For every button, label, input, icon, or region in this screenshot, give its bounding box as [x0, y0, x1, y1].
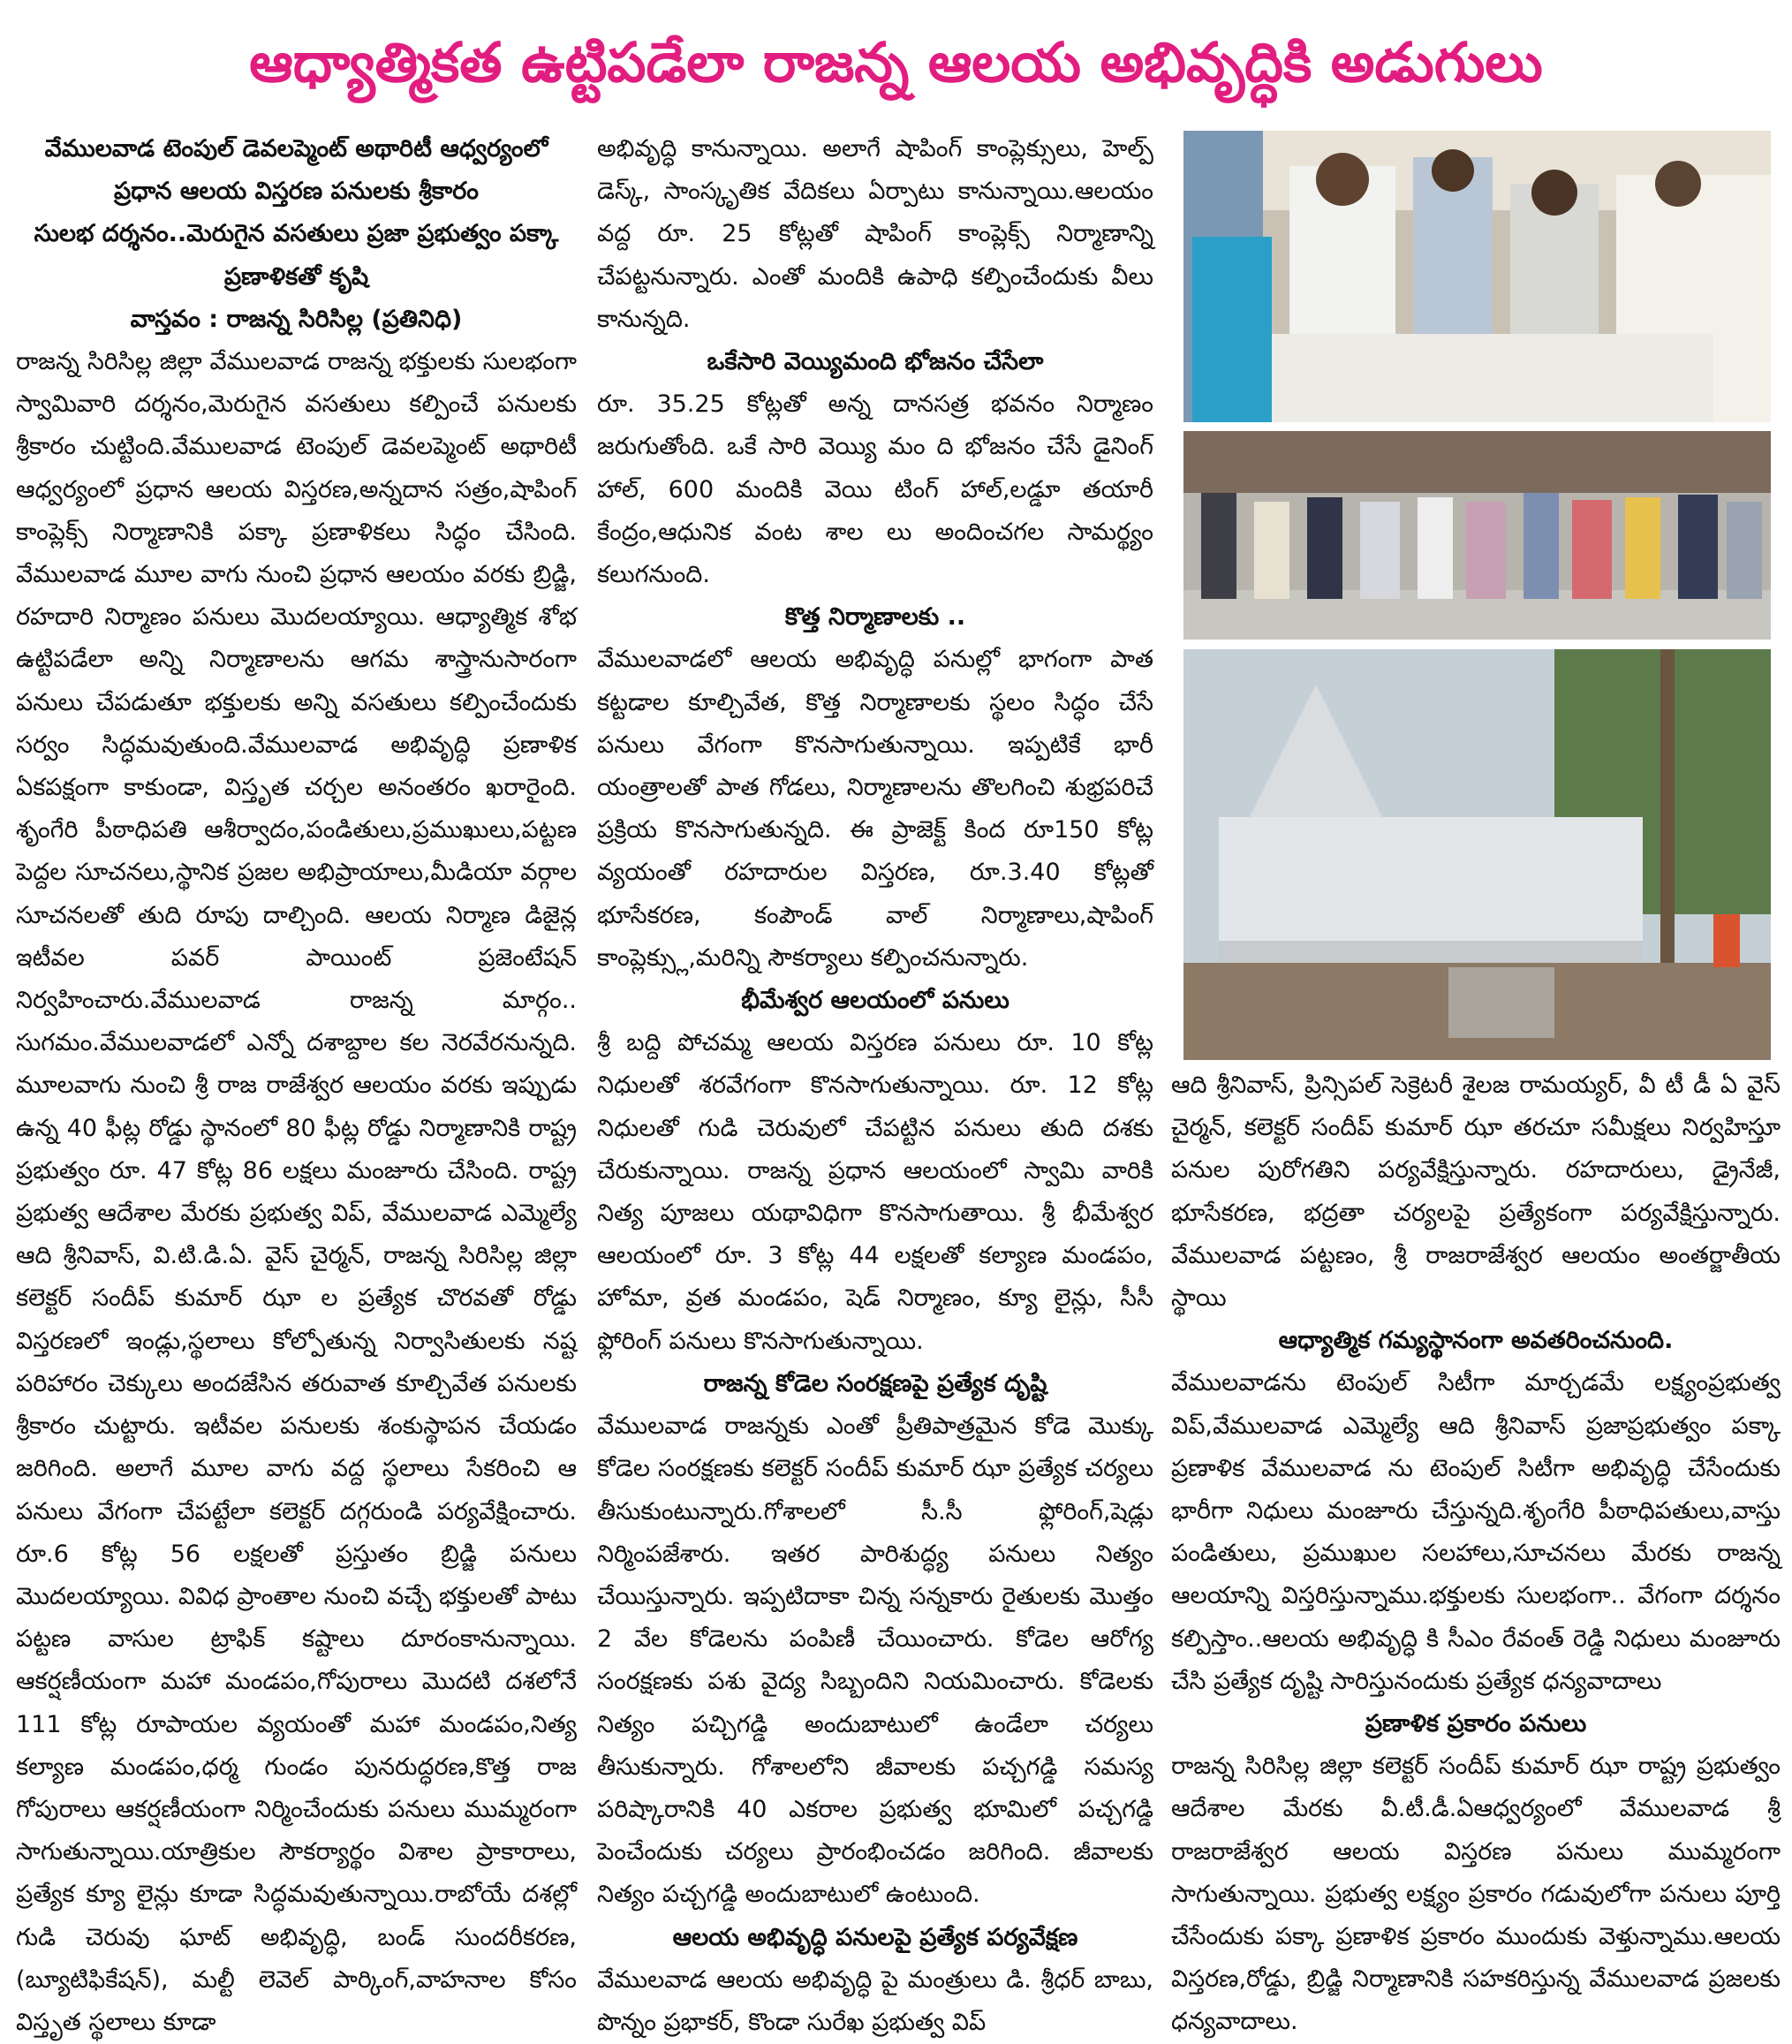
column-2	[597, 128, 1153, 2036]
body-paragraph: వేములవాడలో ఆలయ అభివృద్ధి పనుల్లో భాగంగా పాత కట్టడాల కూల్చివేత, కొత్త నిర్మాణాలకు స్థలం సిద్ధం చేసే పనులు వేగంగా కొనసాగుతున్నాయి. ఇప్పటికే భారీ యంత్రాలతో పాత గోడలు, నిర్మాణాలను తొలగించి శుభ్రపరిచే ప్రక్రియ కొనసాగుతున్నది. ఈ ప్రాజెక్ట్ కింద రూ150 కోట్ల వ్యయంతో రహదారుల విస్తరణ, రూ.3.40 కోట్లతో భూసేకరణ, కంపౌండ్ వాల్ నిర్మాణాలు,షాపింగ్ కాంప్లెక్స్లు,మరిన్ని సౌకర్యాలు కల్పించనున్నారు.	[597, 646, 1153, 972]
deck-line: సులభ దర్శనం..మెరుగైన వసతులు ప్రజా ప్రభుత్వం పక్కా	[34, 220, 559, 248]
subheading: ప్రణాళిక ప్రకారం పనులు	[1365, 1710, 1587, 1738]
deck-line: వేములవాడ టెంపుల్ డెవలప్మెంట్ అథారిటీ ఆధ్వర్యంలో	[44, 135, 548, 163]
body-paragraph: వేములవాడను టెంపుల్ సిటీగా మార్చడమే లక్ష్యంప్రభుత్వ విప్,వేములవాడ ఎమ్మెల్యే ఆది శ్రీనివాస్ ప్రజాప్రభుత్వం పక్కా ప్రణాళిక వేములవాడ ను టెంపుల్ సిటీగా అభివృద్ధి చేసేందుకు భారీగా నిధులు మంజూరు చేస్తున్నది.శృంగేరి పీఠాధిపతులు,వాస్తు పండితులు, ప్రముఖుల సలహాలు,సూచనలు మేరకు రాజన్న ఆలయాన్ని విస్తరిస్తున్నాము.భక్తులకు సులభంగా.. వేగంగా దర్శనం కల్పిస్తాం..ఆలయ అభివృద్ధి కి సీఎం రేవంత్ రెడ్డి నిధులు మంజూరు చేసి ప్రత్యేక దృష్టి సారిస్తునందుకు ప్రత్యేక ధన్యవాదాలు	[1171, 1369, 1781, 1695]
body-paragraph: వేములవాడ రాజన్నకు ఎంతో ప్రీతిపాత్రమైన కోడె మొక్కు కోడెల సంరక్షణకు కలెక్టర్ సందీప్ కుమార్ ఝా ప్రత్యేక చర్యలు తీసుకుంటున్నారు.గోశాలలో సీ.సీ ఫ్లోరింగ్,షెడ్లు నిర్మింపజేశారు. ఇతర పారిశుద్ధ్య పనులు నిత్యం చేయిస్తున్నారు. ఇప్పటిదాకా చిన్న సన్నకారు రైతులకు మొత్తం 2 వేల కోడెలను పంపిణీ చేయించారు. కోడెల ఆరోగ్య సంరక్షణకు పశు వైద్య సిబ్బందిని నియమించారు. కోడెలకు నిత్యం పచ్చిగడ్డి అందుబాటులో ఉండేలా చర్యలు తీసుకున్నారు. గోశాలలోని జీవాలకు పచ్చగడ్డి సమస్య పరిష్కారానికి 40 ఎకరాల ప్రభుత్వ భూమిలో పచ్చగడ్డి పెంచేందుకు చర్యలు ప్రారంభించడం జరిగింది. జీవాలకు నిత్యం పచ్చగడ్డి అందుబాటులో ఉంటుంది.	[597, 1412, 1153, 1909]
subheading: కొత్త నిర్మాణాలకు ..	[784, 603, 966, 632]
body-paragraph: శ్రీ బద్ది పోచమ్మ ఆలయ విస్తరణ పనులు రూ. 10 కోట్ల నిధులతో శరవేగంగా కొనసాగుతున్నాయి. రూ. 12 కోట్ల నిధులతో గుడి చెరువులో చేపట్టిన పనులు తుది దశకు చేరుకున్నాయి. రాజన్న ప్రధాన ఆలయంలో స్వామి వారికి నిత్య పూజలు యథావిధిగా కొనసాగుతాయి. శ్రీ భీమేశ్వర ఆలయంలో రూ. 3 కోట్ల 44 లక్షలతో కల్యాణ మండపం, హోమా, వ్రత మండపం, షెడ్ నిర్మాణం, క్యూ లైన్లు, సీసీ ఫ్లోరింగ్ పనులు కొనసాగుతున్నాయి.	[597, 1029, 1153, 1355]
deck-line: ప్రధాన ఆలయ విస్తరణ పనులకు శ్రీకారం	[114, 178, 479, 206]
body-paragraph: రాజన్న సిరిసిల్ల జిల్లా వేములవాడ రాజన్న భక్తులకు సులభంగా స్వామివారి దర్శనం,మెరుగైన వసతులు కల్పించే పనులకు శ్రీకారం చుట్టింది.వేములవాడ టెంపుల్ డెవలప్మెంట్ అథారిటీ ఆధ్వర్యంలో ప్రధాన ఆలయ విస్తరణ,అన్నదాన సత్రం,షాపింగ్ కాంప్లెక్స్ నిర్మాణానికి పక్కా ప్రణాళికలు సిద్ధం చేసింది. వేములవాడ మూల వాగు నుంచి ప్రధాన ఆలయం వరకు బ్రిడ్జి, రహదారి నిర్మాణం పనులు మొదలయ్యాయి. ఆధ్యాత్మిక శోభ ఉట్టిపడేలా అన్ని నిర్మాణాలను ఆగమ శాస్త్రానుసారంగా పనులు చేపడుతూ భక్తులకు అన్ని వసతులు కల్పించేందుకు సర్వం సిద్ధమవుతుంది.వేములవాడ అభివృద్ధి ప్రణాళిక ఏకపక్షంగా కాకుండా, విస్తృత చర్చల అనంతరం ఖరారైంది. శృంగేరి పీఠాధిపతి ఆశీర్వాదం,పండితులు,ప్రముఖులు,పట్టణ పెద్దల సూచనలు,స్థానిక ప్రజల అభిప్రాయాలు,మీడియా వర్గాల సూచనలతో తుది రూపు దాల్చింది. ఆలయ నిర్మాణ డిజైన్ల ఇటీవల పవర్ పాయింట్ ప్రజెంటేషన్ నిర్వహించారు.వేములవాడ రాజన్న మార్గం.. సుగమం.వేములవాడలో ఎన్నో దశాబ్దాల కల నెరవేరనున్నది. మూలవాగు నుంచి శ్రీ రాజ రాజేశ్వర ఆలయం వరకు ఇప్పుడు ఉన్న 40 ఫీట్ల రోడ్డు స్థానంలో 80 ఫీట్ల రోడ్డు నిర్మాణానికి రాష్ట్ర ప్రభుత్వం రూ. 47 కోట్ల 86 లక్షలు మంజూరు చేసింది. రాష్ట్ర ప్రభుత్వ ఆదేశాల మేరకు ప్రభుత్వ విప్, వేములవాడ ఎమ్మెల్యే ఆది శ్రీనివాస్, వి.టి.డి.ఏ. వైస్ చైర్మన్, రాజన్న సిరిసిల్ల జిల్లా కలెక్టర్ సందీప్ కుమార్ ఝా ల ప్రత్యేక చొరవతో రోడ్డు విస్తరణలో ఇండ్లు,స్థలాలు కోల్పోతున్న నిర్వాసితులకు నష్ట పరిహారం చెక్కులు అందజేసిన తరువాత కూల్చివేత పనులకు శ్రీకారం చుట్టారు. ఇటీవల పనులకు శంకుస్థాపన చేయడం జరిగింది. అలాగే మూల వాగు వద్ద స్థలాలు సేకరించి ఆ పనులు వేగంగా చేపట్టేలా కలెక్టర్ దగ్గరుండి పర్యవేక్షించారు. రూ.6 కోట్ల 56 లక్షలతో ప్రస్తుతం బ్రిడ్జి పనులు మొదలయ్యాయి. వివిధ ప్రాంతాల నుంచి వచ్చే భక్తులతో పాటు పట్టణ వాసుల ట్రాఫిక్ కష్టాలు దూరంకానున్నాయి. ఆకర్షణీయంగా మహా మండపం,గోపురాలు మొదటి దశలోనే 111 కోట్ల రూపాయల వ్యయంతో మహా మండపం,నిత్య కల్యాణ మండపం,ధర్మ గుండం పునరుద్ధరణ,కొత్త రాజ గోపురాలు ఆకర్షణీయంగా నిర్మించేందుకు పనులు ముమ్మరంగా సాగుతున్నాయి.యాత్రికుల సౌకర్యార్థం విశాల ప్రాకారాలు, ప్రత్యేక క్యూ లైన్లు కూడా సిద్ధమవుతున్నాయి.రాబోయే దశల్లో గుడి చెరువు ఘాట్ అభివృద్ధి, బండ్ సుందరీకరణ, (బ్యూటిఫికేషన్), మల్టీ లెవెల్ పార్కింగ్,వాహనాల కోసం విస్తృత స్థలాలు కూడా	[16, 348, 577, 2036]
photo-crowd-at-temple-site	[1183, 431, 1771, 640]
body-paragraph: వేములవాడ ఆలయ అభివృద్ధి పై మంత్రులు డి. శ్రీధర్ బాబు, పొన్నం ప్రభాకర్, కొండా సురేఖ ప్రభుత్వ విప్	[597, 1965, 1153, 2036]
body-paragraph: ఆది శ్రీనివాస్, ప్రిన్సిపల్ సెక్రెటరీ శైలజ రామయ్యర్, వీ టీ డీ ఏ వైస్ చైర్మన్, కలెక్టర్ సందీప్ కుమార్ ఝా తరచూ సమీక్షలు నిర్వహిస్తూ పనుల పురోగతిని పర్యవేక్షిస్తున్నారు. రహదారులు, డ్రైనేజీ, భూసేకరణ, భద్రతా చర్యలపై ప్రత్యేకంగా పర్యవేక్షిస్తున్నారు. వేములవాడ పట్టణం, శ్రీ రాజరాజేశ్వర ఆలయం అంతర్జాతీయ స్థాయి	[1171, 1071, 1781, 1313]
body-paragraph: అభివృద్ధి కానున్నాయి. అలాగే షాపింగ్ కాంప్లెక్సులు, హెల్ప్ డెస్క్, సాంస్కృతిక వేదికలు ఏర్పాటు కానున్నాయి.ఆలయం వద్ద రూ. 25 కోట్లతో షాపింగ్ కాంప్లెక్స్ నిర్మాణాన్ని చేపట్టనున్నారు. ఎంతో మందికి ఉపాధి కల్పించేందుకు వీలు కానున్నది.	[597, 135, 1153, 333]
subheading: భీమేశ్వర ఆలయంలో పనులు	[741, 987, 1009, 1015]
column-3	[1171, 1064, 1781, 2036]
photo-officials-reviewing-plans	[1183, 131, 1771, 422]
subheading: ఒకేసారి వెయ్యిమంది భోజనం చేసేలా	[707, 348, 1044, 376]
deck-line: ప్రణాళికతో కృషి	[223, 262, 369, 291]
subheading: ఆలయ అభివృద్ధి పనులపై ప్రత్యేక పర్యవేక్షణ	[672, 1923, 1078, 1951]
body-paragraph: రూ. 35.25 కోట్లతో అన్న దానసత్ర భవనం నిర్మాణం జరుగుతోంది. ఒకే సారి వెయ్యి మం ది భోజనం చేసే డైనింగ్ హాల్, 600 మందికి వెయి టింగ్ హాల్,లడ్డూ తయారీ కేంద్రం,ఆధునిక వంట శాల లు అందించగల సామర్థ్యం కలుగనుంది.	[597, 390, 1153, 589]
subheading: ఆధ్యాత్మిక గమ్యస్థానంగా అవతరించనుంది.	[1278, 1327, 1674, 1355]
subheading: రాజన్న కోడెల సంరక్షణపై ప్రత్యేక దృష్టి	[703, 1369, 1047, 1397]
photo-old-temple-shrine	[1183, 649, 1771, 1060]
headline: ఆధ్యాత్మికత ఉట్టిపడేలా రాజన్న ఆలయ అభివృద్ధికి అడుగులు	[249, 30, 1543, 95]
column-1	[16, 128, 577, 2036]
dateline: వాస్తవం : రాజన్న సిరిసిల్ల (ప్రతినిధి)	[130, 305, 463, 333]
body-paragraph: రాజన్న సిరిసిల్ల జిల్లా కలెక్టర్ సందీప్ కుమార్ ఝా రాష్ట్ర ప్రభుత్వం ఆదేశాల మేరకు వీ.టీ.డీ.ఏఆధ్వర్యంలో వేములవాడ శ్రీ రాజరాజేశ్వర ఆలయ విస్తరణ పనులు ముమ్మరంగా సాగుతున్నాయి. ప్రభుత్వ లక్ష్యం ప్రకారం గడువులోగా పనులు పూర్తి చేసేందుకు పక్కా ప్రణాళిక ప్రకారం ముందుకు వెళ్తున్నాము.ఆలయ విస్తరణ,రోడ్డు, బ్రిడ్జి నిర్మాణానికి సహకరిస్తున్న వేములవాడ ప్రజలకు ధన్యవాదాలు.	[1171, 1753, 1781, 2036]
